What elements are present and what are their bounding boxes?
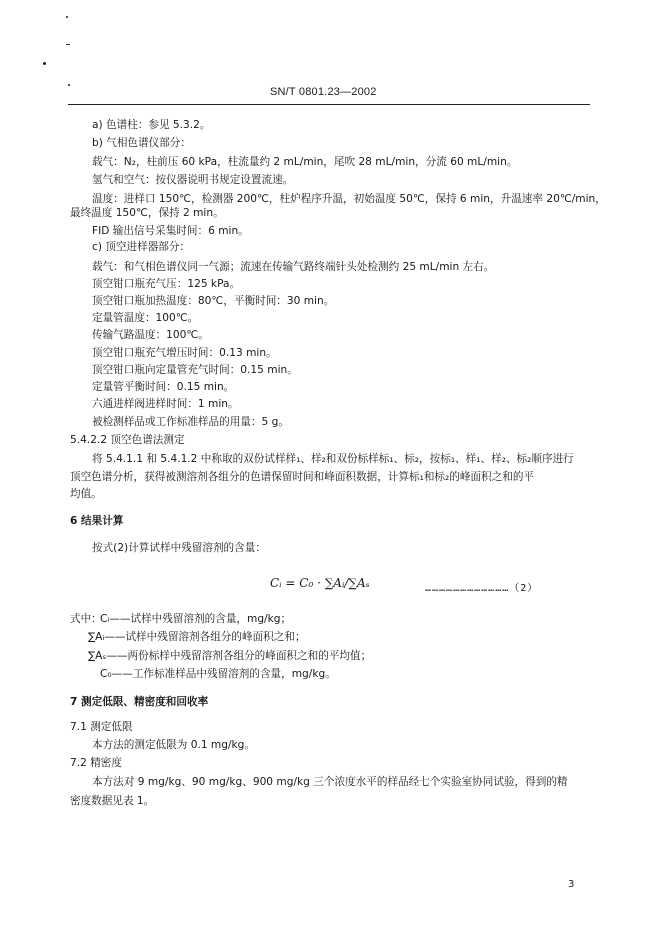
calculation-intro: 按式(2)计算试样中残留溶剂的含量：: [92, 542, 266, 554]
headspace-procedure-line1: 将 5.4.1.1 和 5.4.1.2 中称取的双份试样样₁、样₂和双份标样标₁、标₂，按标₁、样₁、样₂、标₂顺序进行: [92, 453, 574, 465]
hs-carrier-gas: 载气：和气相色谱仪同一气源；流速在传输气路终端针头处检测约 25 mL/min 左右。: [92, 261, 495, 273]
definition-sum-as: ∑Aₛ——两份标样中残留溶剂各组分的峰面积之和的平均值；: [88, 650, 372, 662]
section-7-1-heading: 7.1 测定低限: [70, 721, 133, 733]
definition-sum-ai: ∑Aᵢ——试样中残留溶剂各组分的峰面积之和；: [88, 631, 306, 643]
section-6-heading: 6 结果计算: [70, 515, 124, 527]
gc-temperature-line1: 温度：进样口 150℃，检测器 200℃，柱炉程序升温，初始温度 50℃，保持 6 min，升温速率 20℃/min，: [92, 193, 606, 205]
chromatographic-column-item: a) 色谱柱：参见 5.3.2。: [92, 119, 211, 131]
definition-ci: Cᵢ——试样中残留溶剂的含量，mg/kg；: [100, 613, 292, 625]
formula-2: Cᵢ = C₀ · ∑Aᵢ/∑Aₛ: [270, 576, 370, 590]
headspace-procedure-line3: 均值。: [70, 488, 102, 500]
gc-carrier-gas: 载气：N₂，柱前压 60 kPa，柱流量约 2 mL/min，尾吹 28 mL/min，分流 60 mL/min。: [92, 156, 518, 168]
gc-section-title: b) 气相色谱仪部分：: [92, 137, 191, 149]
headspace-section-title: c) 顶空进样器部分：: [92, 241, 191, 253]
page-number: 3: [568, 879, 575, 890]
scan-speck: [68, 84, 70, 86]
section-5-4-2-2-heading: 5.4.2.2 顶空色谱法测定: [70, 434, 185, 446]
precision-text-line2: 密度数据见表 1。: [70, 795, 155, 807]
where-label: 式中：: [70, 613, 102, 625]
scan-speck: [43, 62, 46, 65]
fid-acquisition-time: FID 输出信号采集时间：6 min。: [92, 225, 249, 237]
hs-fill-time: 顶空钳口瓶向定量管充气时间：0.15 min。: [92, 364, 298, 376]
precision-text-line1: 本方法对 9 mg/kg、90 mg/kg、900 mg/kg 三个浓度水平的样品经七个实验室协同试验，得到的精: [92, 776, 568, 788]
hs-equil-time: 定量管平衡时间：0.15 min。: [92, 381, 235, 393]
hs-vial-heating: 顶空钳口瓶加热温度：80℃，平衡时间：30 min。: [92, 295, 335, 307]
hs-sample-amount: 被检测样品或工作标准样品的用量：5 g。: [92, 416, 289, 428]
hs-inject-time: 六通进样阀进样时间：1 min。: [92, 398, 239, 410]
standard-id: SN/T 0801.23—2002: [270, 86, 377, 98]
definition-c0: C₀——工作标准样品中残留溶剂的含量，mg/kg。: [100, 668, 336, 680]
headspace-procedure-line2: 顶空色谱分析，获得被测溶剂各组分的色谱保留时间和峰面积数据，计算标₁和标₂的峰面积之和的平: [70, 471, 535, 483]
hs-loop-temp: 定量管温度：100℃。: [92, 312, 199, 324]
detection-limit-text: 本方法的测定低限为 0.1 mg/kg。: [92, 739, 255, 751]
gc-h2-air: 氢气和空气：按仪器说明书规定设置流速。: [92, 174, 294, 186]
scan-speck: [66, 16, 68, 18]
hs-pressurize-time: 顶空钳口瓶充气增压时间：0.13 min。: [92, 347, 277, 359]
section-7-2-heading: 7.2 精密度: [70, 757, 122, 769]
hs-line-temp: 传输气路温度：100℃。: [92, 329, 209, 341]
hs-vial-pressure: 顶空钳口瓶充气压：125 kPa。: [92, 278, 241, 290]
section-7-heading: 7 测定低限、精密度和回收率: [70, 696, 209, 708]
scan-speck: [66, 44, 70, 45]
equation-number: ………………………………（2）: [425, 583, 539, 594]
gc-temperature-line2: 最终温度 150℃，保持 2 min。: [70, 207, 224, 219]
header-rule: [68, 104, 590, 105]
